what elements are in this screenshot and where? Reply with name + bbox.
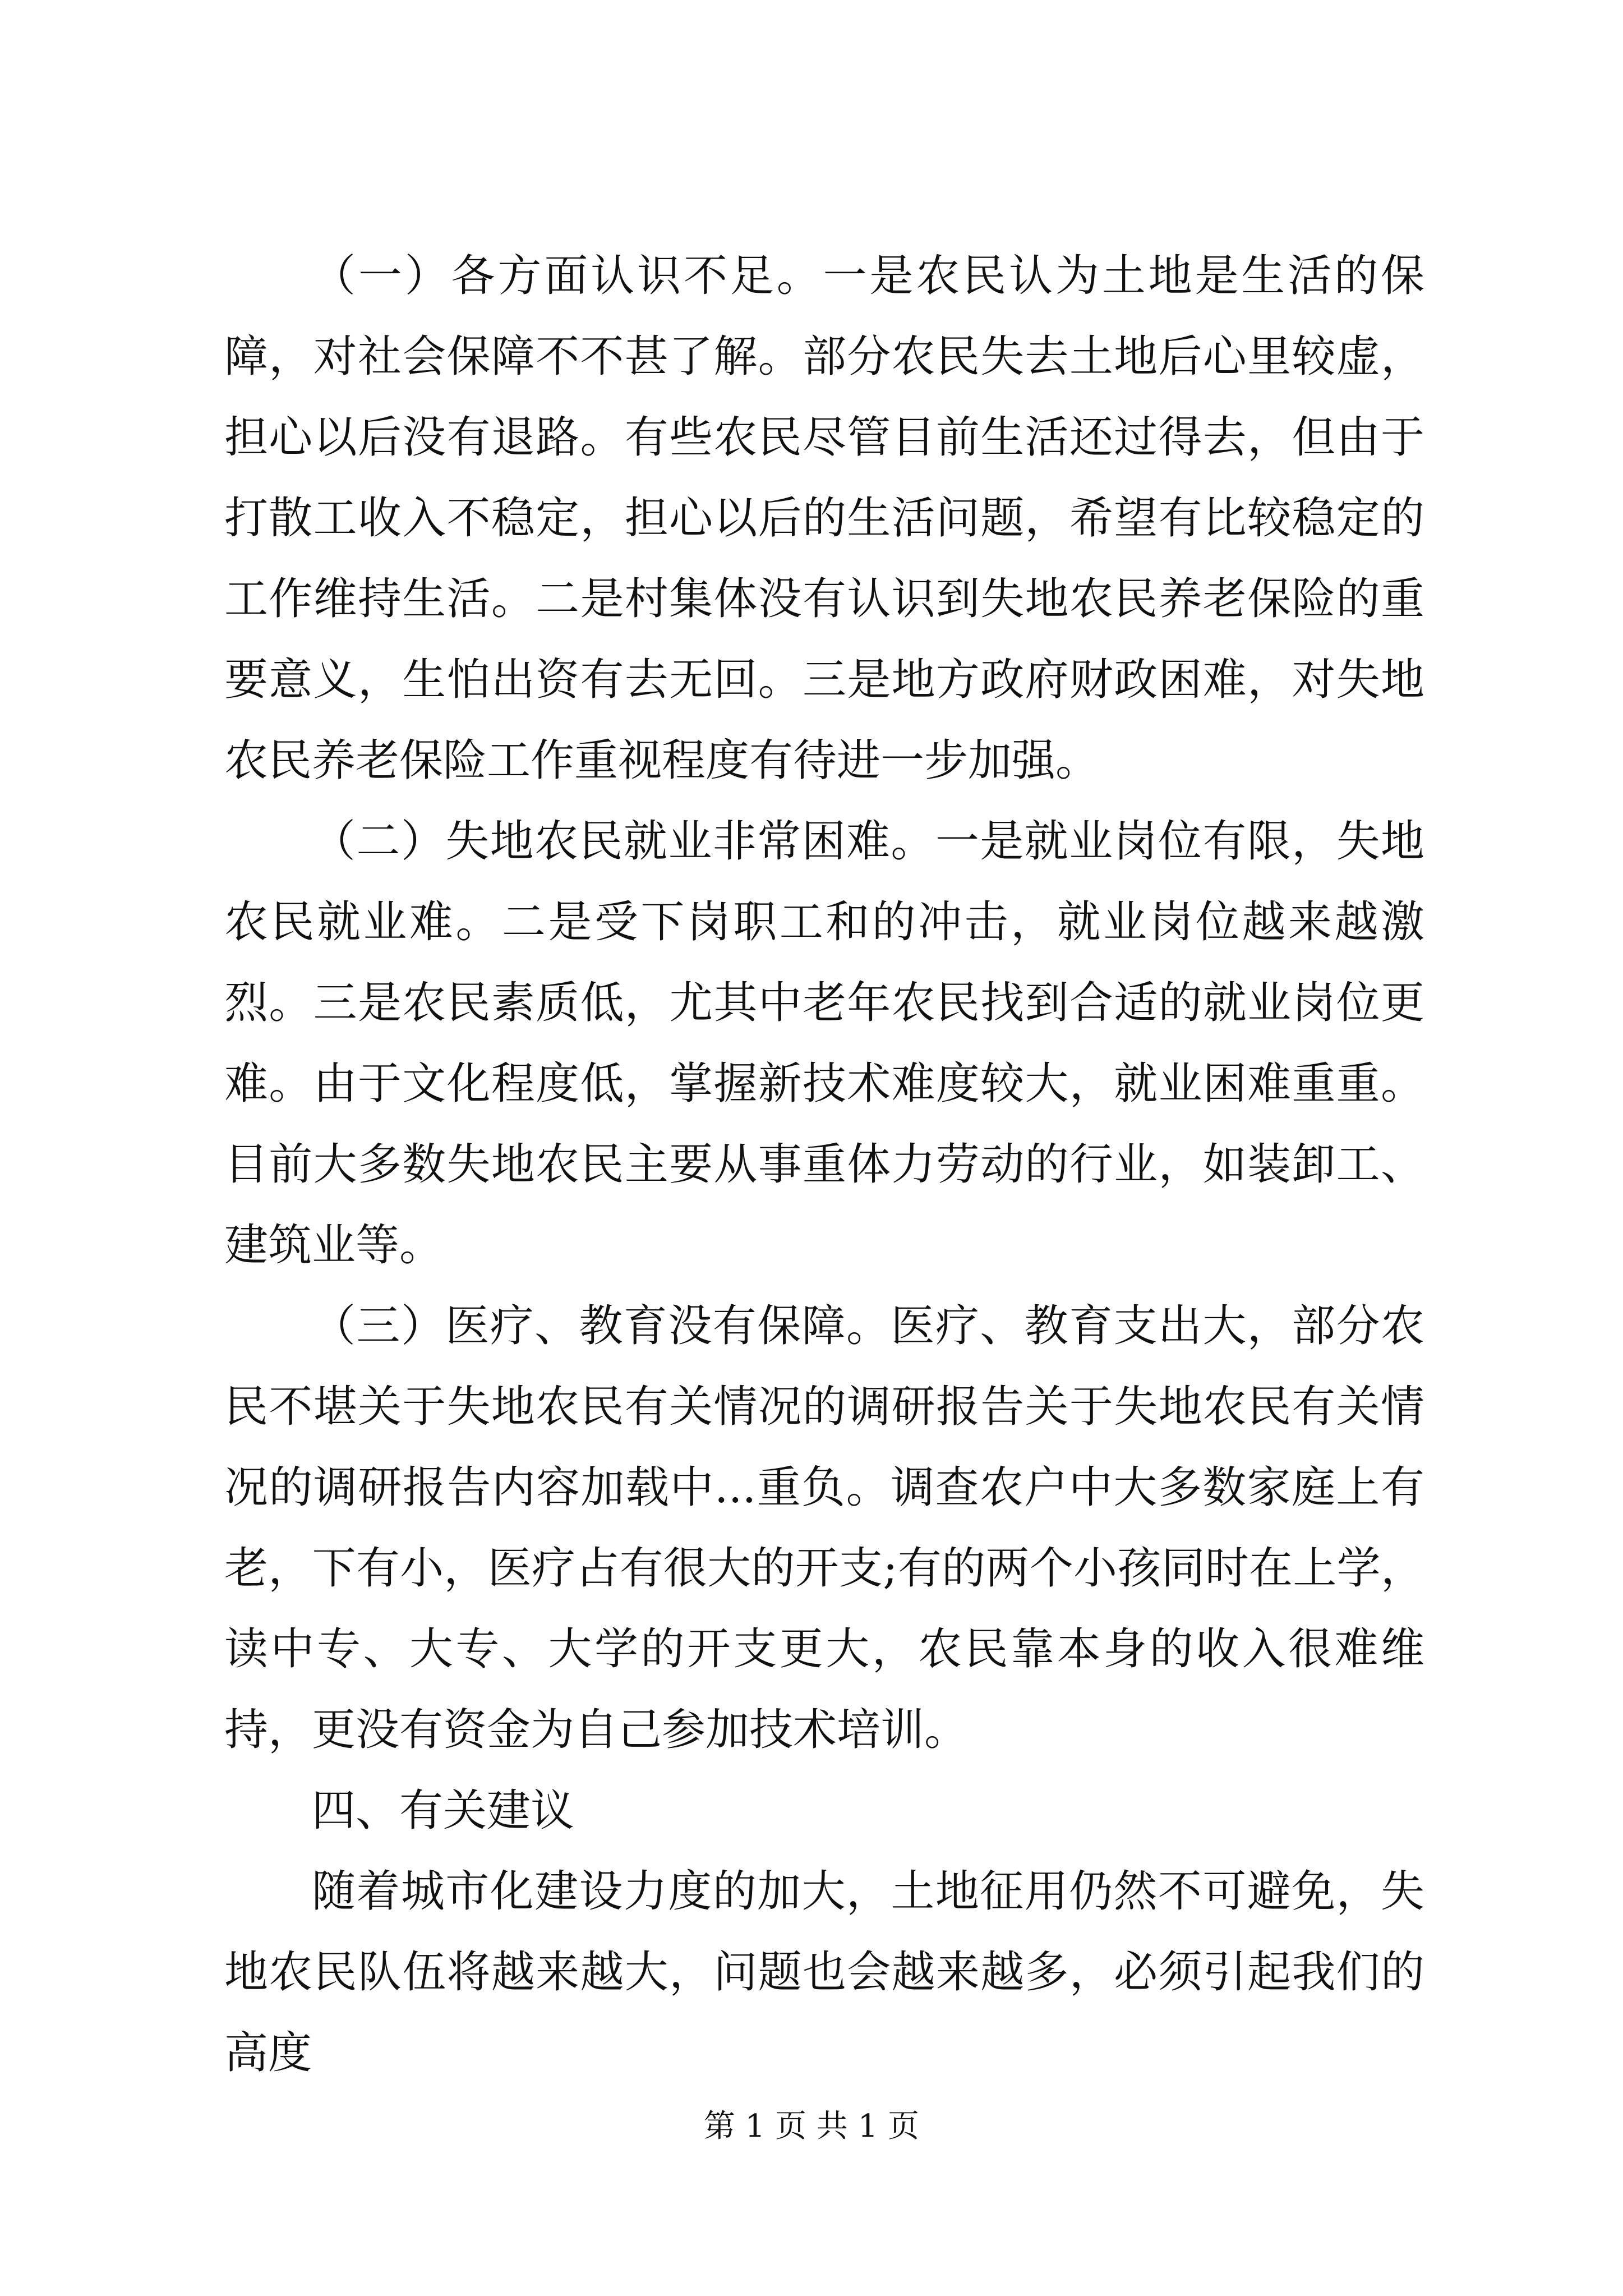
document-body <box>224 236 1424 2093</box>
paragraph-1: （一）各方面认识不足。一是农民认为土地是生活的保障，对社会保障不不甚了解。部分农民失去土地后心里较虚，担心以后没有退路。有些农民尽管目前生活还过得去，但由于打散工收入不稳定，担心以后的生活问题，希望有比较稳定的工作维持生活。二是村集体没有认识到失地农民养老保险的重要意义，生怕出资有去无回。三是地方政府财政困难，对失地农民养老保险工作重视程度有待进一步加强。 <box>224 251 1424 786</box>
paragraph-4: 随着城市化建设力度的加大，土地征用仍然不可避免，失地农民队伍将越来越大，问题也会越来越多，必须引起我们的高度 <box>224 1866 1424 2078</box>
section-heading: 四、有关建议 <box>312 1786 575 1836</box>
paragraph-2: （二）失地农民就业非常困难。一是就业岗位有限，失地农民就业难。二是受下岗职工和的冲击，就业岗位越来越激烈。三是农民素质低，尤其中老年农民找到合适的就业岗位更难。由于文化程度低，掌握新技术难度较大，就业困难重重。目前大多数失地农民主要从事重体力劳动的行业，如装卸工、建筑业等。 <box>224 816 1424 1271</box>
paragraph-3: （三）医疗、教育没有保障。医疗、教育支出大，部分农民不堪关于失地农民有关情况的调研报告关于失地农民有关情况的调研报告内容加载中...重负。调查农户中大多数家庭上有老，下有小，医疗占有很大的开支;有的两个小孩同时在上学，读中专、大专、大学的开支更大，农民靠本身的收入很难维持，更没有资金为自己参加技术培训。 <box>224 1301 1425 1755</box>
page-footer: 第 1 页 共 1 页 <box>703 2108 920 2145</box>
